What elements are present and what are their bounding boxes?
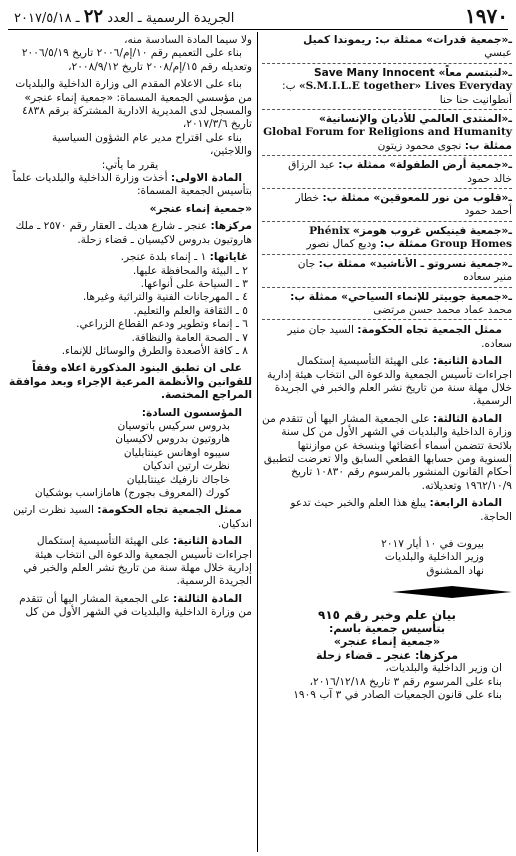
founder-name: سيبوه اوهانس عينتابليان xyxy=(123,446,230,459)
entry-rep: محمد عماد محمد حسن مرتضى xyxy=(373,303,512,316)
founder-name: بدروس سركيس باتوسيان xyxy=(117,419,230,432)
preamble-paragraph: بناء على اقتراح مدير عام الشؤون السياسية واللاجئين، xyxy=(52,131,252,158)
article-text: يبلغ هذا العلم والخبر حيث تدعو الحاجة. xyxy=(290,497,512,523)
entry-rep: عبسي xyxy=(484,47,512,60)
entry-rep: نجوى محمود زيتون xyxy=(377,139,462,152)
signature-block xyxy=(262,538,512,578)
signature-name: نهاد المشنوق xyxy=(426,564,484,577)
signature-title: وزير الداخلية والبلديات xyxy=(384,551,484,564)
goal-item: ٤ ـ المهرجانات الفنية والتراثية وغيرها. xyxy=(82,291,248,304)
founders-list xyxy=(8,420,252,500)
notice-body-line: بناء على المرسوم رقم ٣ تاريخ ٢٠١٦/١٢/١٨، xyxy=(309,675,502,688)
left-column xyxy=(8,34,252,620)
section-divider xyxy=(392,586,512,598)
founder-name: كورك (المعروف بجورج) هامازاسب بوشكيان xyxy=(34,487,230,499)
article-label: المادة الثانية: xyxy=(173,535,242,548)
right-column xyxy=(262,34,512,702)
article-text: على الجمعية المشار اليها أن تتقدم من وزارة الداخلية والبلديات في الشهر الأول من كل xyxy=(19,592,252,619)
header-rule xyxy=(8,29,508,30)
preamble-paragraph: بناء على التعميم رقم ١٠/إم/٢٠٠٦ تاريخ ٢٠٠٦/٥/١٩ وتعديله رقم ١٥/إم/٢٠٠٨ تاريخ ٢٠٠٨/٩/١٢، xyxy=(21,47,252,73)
article-text: على الجمعية المشار اليها أن تتقدم من وزارة الداخلية والبلديات في الشهر الأول من كل سنة بلائحة تتضمن أسماء أعضائها وبنسخة عن موازنتها السنوية ومن حسابها القطعي السابق والا تعرضت لتطبيق أحكام القانون المنشور بالمرسوم رقم ١٠٨٣٠ تاريخ ١٩٦٢/١٠/٩ وتعديلاته. xyxy=(262,412,512,492)
entry-rep: خالد حمود xyxy=(467,172,512,185)
entry-title: «المنتدى العالمي للأديان والإنسانية» xyxy=(319,113,509,126)
gazette-name: الجريدة الرسمية ـ العدد xyxy=(107,11,235,26)
association-name: «جمعية إنماء عنجر» xyxy=(149,202,252,215)
founder-name: هاروتيون بدروس لاكيسيان xyxy=(115,433,230,446)
association-entry: ـ«المنتدى العالمي للأديان والإنسانية» Global Forum for Religions and Humanity ممثلة ب: نجوى محمود زيتون xyxy=(262,113,512,156)
article-text: على الهيئة التأسيسية إستكمال اجراءات تأسيس الجمعية والدعوة الى انتخاب هيئة إدارية خلال مهلة سنة من تاريخ نشر العلم والخبر في الجريدة الرسمية. xyxy=(23,535,252,588)
hq-label: مركزها: xyxy=(210,220,252,233)
page-number: ١٩٧٠ xyxy=(465,4,508,28)
goal-item: ٣ ـ السياحة على أنواعها. xyxy=(140,277,248,290)
notice-association-name: «جمعية إنماء عنجر» xyxy=(333,635,441,649)
article-label: المادة الثالثة: xyxy=(433,412,502,425)
association-entry: ـ«جمعية قدرات» ممثلة ب: ريموندا كميل عبسي xyxy=(262,34,512,64)
goal-item: ٢ ـ البيئة والمحافظة عليها. xyxy=(132,264,248,277)
association-entry: ـ«لنبتسم معاً» Save Many Innocent «S.M.I.L.E together» Lives Everyday ب: أنطوانيت حنا حنا xyxy=(262,67,512,110)
issue-number: ٢٢ xyxy=(83,6,104,27)
signature-place-date: بيروت في ١٠ أيار ٢٠١٧ xyxy=(381,538,484,550)
notice-subtitle: بتأسيس جمعية باسم: xyxy=(328,622,446,636)
article-label: المادة الثانية: xyxy=(433,355,502,368)
entry-english-name: «S.M.I.L.E together» Lives Everyday xyxy=(298,80,512,93)
decision-line: يقرر ما يأتي: xyxy=(101,158,159,171)
gov-rep-label: ممثل الجمعية تجاه الحكومة: xyxy=(357,324,502,337)
founders-label: المؤسسون السادة: xyxy=(141,406,242,419)
column-divider xyxy=(257,32,258,852)
article-label: المادة الاولى: xyxy=(170,172,242,185)
preamble-paragraph: بناء على الاعلام المقدم الى وزارة الداخلية والبلديات من مؤسسي الجمعية المسماة: «جمعية إنماء عنجر» والمسجل لدى المديرية الادارية المشتركة برقم ٤٨٣٨ تاريخ ٢٠١٧/٣/٦، xyxy=(15,78,252,131)
hq-text: عنجر ـ شارع هديك ـ العقار رقم ٢٥٧٠ ـ ملك هاروتيون بدروس لاكيسيان ـ قضاء زحلة. xyxy=(15,220,252,246)
entry-rep: وديع كمال نصور xyxy=(306,238,377,251)
intro-line: ولا سيما المادة السادسة منه، xyxy=(124,34,252,46)
article-text: على الهيئة التأسيسية إستكمال اجراءات تأسيس الجمعية والدعوة الى انتخاب هيئة إدارية خلال مهلة سنة من تاريخ نشر العلم والخبر في الجريدة الرسمية. xyxy=(267,355,512,408)
association-entry: ـ«جمعية جوبيتر للإنماء السياحي» ممثلة ب: محمد عماد محمد حسن مرتضى xyxy=(262,291,512,321)
goal-item: ٨ ـ كافة الأصعدة والطرق والوسائل للإنماء. xyxy=(61,344,248,357)
goal-item: ١ ـ إنماء بلدة عنجر. xyxy=(120,251,207,264)
entry-title: «جمعية قدرات» ممثلة ب: ريموندا كميل xyxy=(303,34,509,46)
gov-rep-value: السيد جان منير سعاده. xyxy=(287,324,512,350)
entry-title: «جمعية جوبيتر للإنماء السياحي» ممثلة ب: xyxy=(290,290,509,303)
entry-title: «لنبتسم معاً» Save Many Innocent xyxy=(313,66,509,79)
entry-rep: منير سعاده xyxy=(463,271,512,284)
association-entry: ـ«جمعية أرض الطفولة» ممثلة ب: عبد الرزاق خالد حمود xyxy=(262,159,512,189)
article-label: المادة الثالثة: xyxy=(173,592,242,605)
founder-name: خاجاك نارفيك عينتابليان xyxy=(126,473,230,486)
entry-rep: أحمد حمود xyxy=(464,205,512,218)
notice-headquarters: مركزها: عنجر ـ قضاء زحلة xyxy=(315,648,459,662)
goals-label: غاياتها: xyxy=(209,251,248,264)
page-header xyxy=(0,0,516,30)
entry-rep: أنطوانيت حنا حنا xyxy=(439,93,512,106)
issue-date: ٢٠١٧/٥/١٨ xyxy=(14,11,72,26)
running-header: الجريدة الرسمية ـ العدد ٢٢ ـ ٢٠١٧/٥/١٨ xyxy=(14,6,235,27)
condition-paragraph: على ان تطبق البنود المذكورة اعلاه وفقاً للقوانين والأنظمة المرعية الإجراء وبعد موافقة المراجع المختصة. xyxy=(9,362,252,402)
association-entry: ـ«جمعية نسروتو ـ الأناشيد» ممثلة ب: جان منير سعاده xyxy=(262,258,512,288)
association-entry: ـ«قلوب من نور للمعوقين» ممثلة ب: خطار أحمد حمود xyxy=(262,192,512,222)
entry-english-name: Global Forum for Religions and Humanity xyxy=(263,126,512,139)
notice-body-line: ان وزير الداخلية والبلديات، xyxy=(385,662,502,675)
goal-item: ٥ ـ الثقافة والعلم والتعليم. xyxy=(133,304,248,317)
entry-title: «جمعية نسروتو ـ الأناشيد» ممثلة ب: xyxy=(318,257,509,270)
notice-body-line: بناء على قانون الجمعيات الصادر في ٣ آب ١٩٠٩ xyxy=(293,689,502,702)
entry-title: «جمعية أرض الطفولة» ممثلة ب: xyxy=(338,159,509,172)
goal-item: ٧ ـ الصحة العامة والنظافة. xyxy=(131,331,248,344)
article-text: أخذت وزارة الداخلية والبلديات علماً بتأسيس الجمعية المسماة: xyxy=(12,172,252,198)
gov-rep-label: ممثل الجمعية تجاه الحكومة: xyxy=(97,504,242,517)
goals-list xyxy=(8,251,252,358)
goal-item: ٦ ـ إنماء وتطوير ودعم القطاع الزراعي. xyxy=(76,318,248,331)
founder-name: نظرت ارتين اندكيان xyxy=(142,460,230,473)
entry-title: «قلوب من نور للمعوقين» ممثلة ب: xyxy=(322,192,509,205)
association-entry: ـ«جمعية فينيكس غروب هومز» Phénix Group Homes ممثلة ب: وديع كمال نصور xyxy=(262,225,512,255)
article-label: المادة الرابعة: xyxy=(429,497,502,510)
gov-rep-value: السيد نظرت ارتين اندكيان. xyxy=(13,504,252,530)
notice-title: بيان علم وخبر رقم ٩١٥ xyxy=(318,607,456,622)
entry-title: «جمعية فينيكس غروب هومز» xyxy=(352,224,509,237)
